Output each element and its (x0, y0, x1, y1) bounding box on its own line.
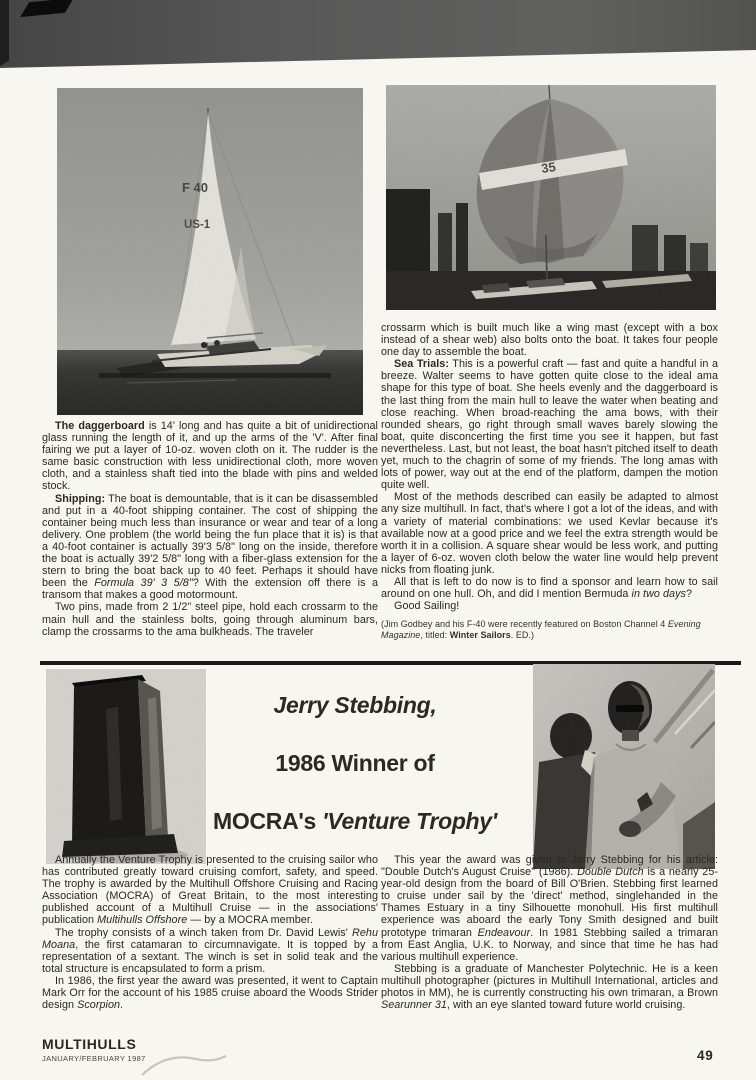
film-grain (533, 664, 715, 869)
trophy-article-left-column (42, 854, 378, 1011)
trophy-paragraph-graduate: Stebbing is a graduate of Manchester Polytechnic. He is a keen multihull photographer (pictures in Multihull International, articles and photos in MM), he is currently constructing his own trimaran, a Brown Searunner 31, with an eye slanted toward future world cruising. (381, 962, 718, 1012)
jerry-stebbing-photo (533, 664, 715, 869)
editor-credit-text: (Jim Godbey and his F-40 were recently featured on Boston Channel 4 Evening Magazine, titled: Winter Sailors. ED.) (381, 619, 701, 641)
footer-masthead (42, 1036, 146, 1063)
scan-ink-mark (20, 0, 74, 17)
film-grain (46, 669, 206, 864)
headline-line-trophy: MOCRA's 'Venture Trophy' (213, 808, 497, 834)
trophy-article-right-column (381, 854, 718, 1011)
editor-credit-note (381, 619, 718, 641)
f40-paragraph-pins: Two pins, made from 2 1/2" steel pipe, hold each crossarm to the main hull and the stainless bolts, going through aluminum bars, clamp the crossarms to the ama bulkheads. The traveler (42, 601, 378, 638)
film-grain (57, 88, 363, 415)
trophy-paragraph-annually: Annually the Venture Trophy is presented to the cruising sailor who has contributed greatly toward cruising comfort, safety, and speed. The trophy is awarded by the Multihull Offshore Cruising and Racing Association (MOCRA) of Great Britain, to the most interesting published account of a Multihull Cruise — in the associations' publication Multihulls Offshore — by a MOCRA member. (42, 854, 378, 927)
f40-paragraph-daggerboard: The daggerboard is 14' long and has quite a bit of unidirectional glass running the length of it, and up the arms of the 'V'. After final fairing we put a layer of 10-oz. woven cloth on it. The rudder is the same basic construction with less unidirectional cloth, more woven cloth, and a stainless shaft tied into the blade with pins and welded stock. (42, 420, 378, 493)
f40-article-left-column (42, 420, 378, 638)
spinnaker-skyline-photo (386, 85, 716, 310)
pencil-mark (138, 1048, 230, 1080)
magazine-logotype: MULTIHULLS (42, 1036, 137, 1052)
f40-paragraph-shipping: Shipping: The boat is demountable, that is it can be disassembled and put in a 40-foot shipping container. The cost of shipping the container being much less than insurance or wear and tear of a long delivery. One problem (the world being the fun place that it is) is that a 40-foot container is actually 39'3 5/8" long on the inside, therefore the boat is actually 39'2 5/8" long with a fiber-glass extension for the stern to bring the boat back up to 40 feet. Perhaps it should have been the Formula 39' 3 5/8"? With the extension off there is a transom that makes a good motormount. (42, 492, 379, 602)
headline-line-winner: 1986 Winner of (275, 750, 435, 776)
f40-paragraph-good-sailing: Good Sailing! (394, 600, 460, 613)
headline-line-name: Jerry Stebbing, (273, 692, 437, 718)
trophy-paragraph-1986: In 1986, the first year the award was presented, it went to Captain Mark Orr for the account of his 1985 cruise aboard the Woods Strider design Scorpion. (42, 974, 378, 1012)
f40-paragraph-crossarm: crossarm which is built much like a wing mast (except with a box instead of a shear web) also bolts onto the boat. It takes four people one day to assemble the boat. (381, 322, 718, 359)
trimaran-sailing-photo (57, 88, 363, 415)
f40-paragraph-methods: Most of the methods described can easily be adapted to almost any size multihull. In fact, that's where I got a lot of the ideas, and with a variety of material combinations: we used Kevlar because it's available now at a good price and we feel the extra strength would be worth it in a collision. A square shear would be less work, and putting a layer of 6-oz. woven cloth below the water line would help prevent nicks from floating junk. (381, 491, 718, 576)
trophy-paragraph-winch: The trophy consists of a winch taken from Dr. David Lewis' Rehu Moana, the first catamaran to circumnavigate. It is topped by a representation of a sextant. The winch is set in solid teak and the total structure is encapsulated to form a prism. (42, 926, 378, 975)
venture-trophy-photo (46, 669, 206, 864)
feature-headline (202, 692, 508, 835)
f40-paragraph-sponsor: All that is left to do now is to find a sponsor and learn how to sail around on one hull. Oh, and did I mention Bermuda in two days? (381, 575, 718, 601)
trophy-paragraph-this-year: This year the award was given to Jerry Stebbing for his article: "Double Dutch's August Cruise" (1986). Double Dutch is a nearly 25-year-old design from the board of Bill O'Brien. Stebbing first learned to cruise under sail by the 'direct' method, singlehanded in the Thames Estuary in a tiny Silhouette monohull. His first multihull experience was aboard the early Tony Smith designed and built prototype trimaran Endeavour. In 1981 Stebbing sailed a trimaran from East Anglia, U.K. to Norway, and since that time he has had various multihull experience. (381, 854, 719, 963)
issue-date: JANUARY/FEBRUARY 1987 (42, 1054, 146, 1063)
f40-article-right-column (381, 322, 718, 641)
scan-edge-dark-sliver (0, 0, 9, 66)
scan-edge-band (0, 0, 756, 70)
film-grain (386, 85, 716, 310)
page-number: 49 (697, 1048, 714, 1063)
f40-paragraph-sea-trials: Sea Trials: This is a powerful craft — fast and quite a handful in a breeze. Walter seems to have gotten quite close to the ideal ama shape for this type of boat. She heels evenly and the daggerboard is the last thing from the main hull to leave the water when beating and close reaching. When broad-reaching the ama bows, with their rounded shears, go right through small waves barely slowing the boat, quite disconcerting the first time you see it happen, but fast nevertheless. Last, but not least, the boat hasn't pitched itself to death yet, much to the chagrin of some of my friends. The long amas with lots of power, way out at the end of the platform, dampen the motion quite well. (381, 358, 718, 492)
